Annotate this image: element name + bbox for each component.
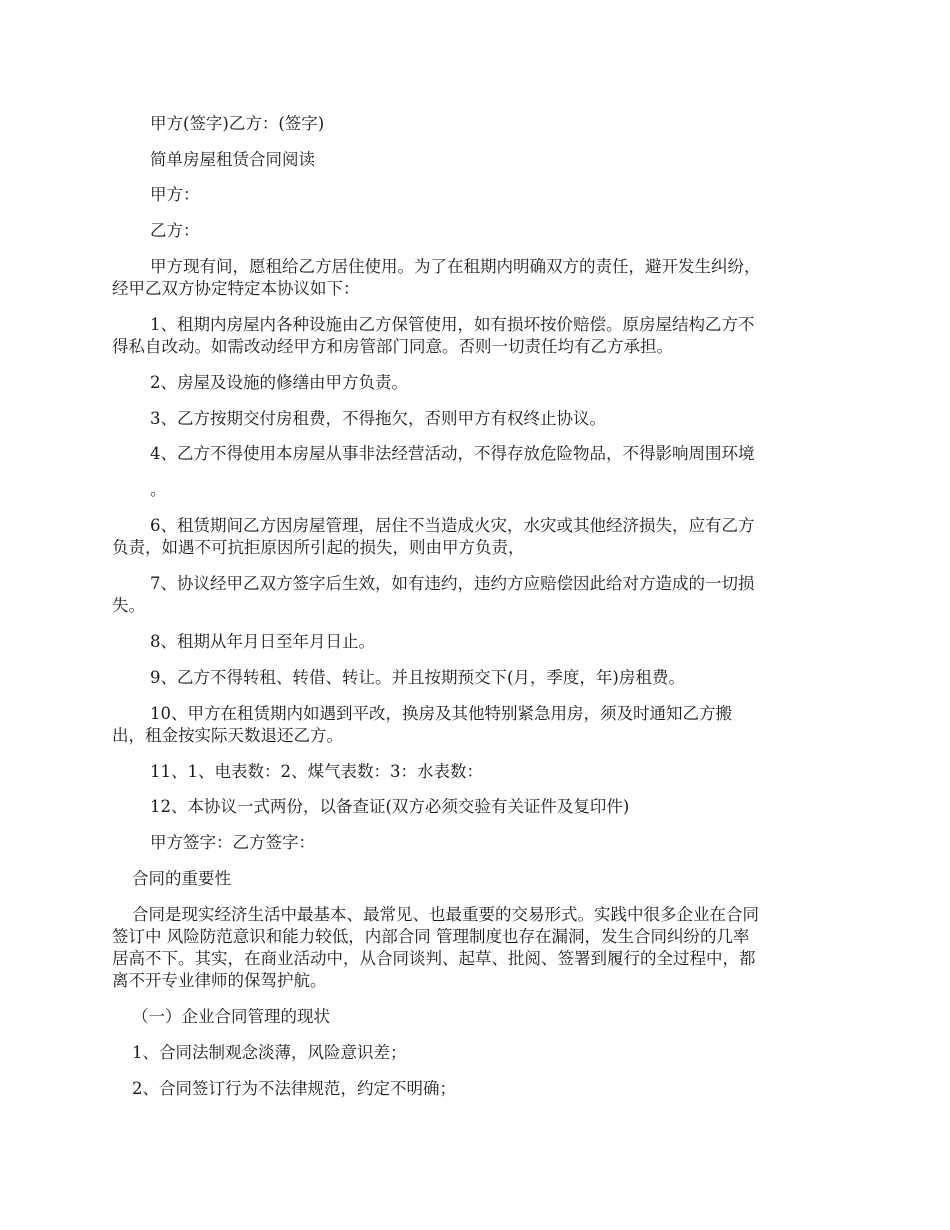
intro-paragraph-line-2: 经甲乙双方协定特定本协议如下： (112, 279, 360, 298)
clause-4-line-2: 。 (150, 480, 167, 499)
clause-2: 2、房屋及设施的修缮由甲方负责。 (150, 373, 408, 392)
clause-4-line-1: 4、乙方不得使用本房屋从事非法经营活动，不得存放危险物品，不得影响周围环境 (150, 444, 755, 463)
clause-10-line-1: 10、甲方在租赁期内如遇到平改，换房及其他特别紧急用房，须及时通知乙方搬 (150, 704, 732, 723)
section-heading-importance: 合同的重要性 (132, 869, 231, 888)
clause-6-line-2: 负责，如遇不可抗拒原因所引起的损失，则由甲方负责， (112, 538, 525, 557)
clause-7-line-1: 7、协议经甲乙双方签字后生效，如有违约，违约方应赔偿因此给对方造成的一切损 (150, 574, 755, 593)
status-item-1: 1、合同法制观念淡薄，风险意识差； (132, 1043, 407, 1062)
contract-title: 简单房屋租赁合同阅读 (150, 150, 315, 169)
clause-11: 11、1、电表数：2、煤气表数：3：水表数： (150, 762, 483, 781)
clause-8: 8、租期从年月日至年月日止。 (150, 632, 375, 651)
importance-paragraph-line-3: 居高不下。其实，在商业活动中，从合同谈判、起草、批阅、签署到履行的全过程中，都 (112, 949, 756, 968)
status-item-2: 2、合同签订行为不法律规范，约定不明确； (132, 1079, 456, 1098)
signature-line: 甲方(签字)乙方：(签字) (150, 114, 325, 133)
signature-footer: 甲方签字：乙方签字： (150, 833, 315, 852)
clause-10-line-2: 出，租金按实际天数退还乙方。 (112, 726, 343, 745)
subsection-heading-status: （一）企业合同管理的现状 (132, 1007, 330, 1026)
clause-12: 12、本协议一式两份，以备查证(双方必须交验有关证件及复印件) (150, 797, 630, 816)
clause-1-line-2: 得私自改动。如需改动经甲方和房管部门同意。否则一切责任均有乙方承担。 (112, 337, 673, 356)
clause-3: 3、乙方按期交付房租费，不得拖欠，否则甲方有权终止协议。 (150, 409, 606, 428)
importance-paragraph-line-4: 离不开专业律师的保驾护航。 (112, 971, 327, 990)
importance-paragraph-line-1: 合同是现实经济生活中最基本、最常见、也最重要的交易形式。实践中很多企业在合同 (132, 905, 759, 924)
clause-9: 9、乙方不得转租、转借、转让。并且按期预交下(月，季度，年)房租费。 (150, 668, 685, 687)
intro-paragraph-line-1: 甲方现有间，愿租给乙方居住使用。为了在租期内明确双方的责任，避开发生纠纷， (150, 257, 761, 276)
clause-1-line-1: 1、租期内房屋内各种设施由乙方保管使用，如有损坏按价赔偿。原房屋结构乙方不 (150, 315, 755, 334)
clause-6-line-1: 6、租赁期间乙方因房屋管理，居住不当造成火灾，水灾或其他经济损失，应有乙方 (150, 516, 755, 535)
importance-paragraph-line-2: 签订中 风险防范意识和能力较低，内部合同 管理制度也存在漏洞，发生合同纠纷的几率 (112, 927, 750, 946)
party-a-line: 甲方： (150, 185, 200, 204)
clause-7-line-2: 失。 (112, 596, 145, 615)
party-b-line: 乙方： (150, 221, 200, 240)
